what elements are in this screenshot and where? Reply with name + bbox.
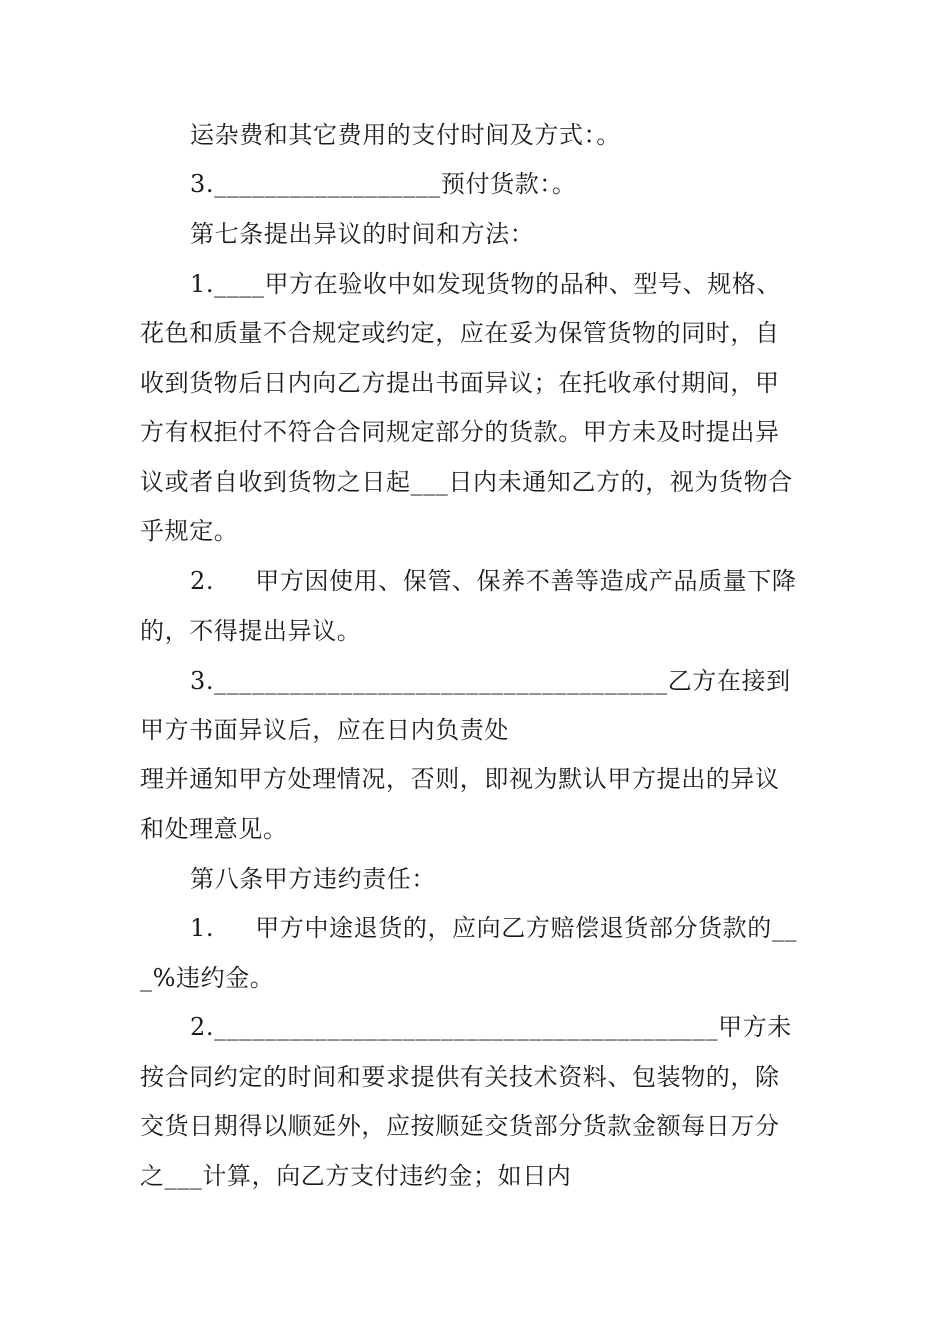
text-line: 1. 甲方中途退货的，应向乙方赔偿退货部分货款的__ — [190, 914, 798, 942]
text-line: 乎规定。 — [140, 517, 239, 545]
text-line: 1.____甲方在验收中如发现货物的品种、型号、规格、 — [190, 270, 782, 298]
text-line: 理并通知甲方处理情况，否则，即视为默认甲方提出的异议 — [140, 765, 780, 793]
text-line: 3.____________________________________乙方在接到 — [190, 667, 791, 695]
text-line: 2.________________________________________甲方未 — [190, 1013, 792, 1041]
section-heading: 第七条提出异议的时间和方法： — [190, 220, 535, 248]
text-line: _%违约金。 — [140, 964, 275, 992]
text-line: 收到货物后日内向乙方提出书面异议；在托收承付期间，甲 — [140, 369, 780, 397]
text-line: 议或者自收到货物之日起___日内未通知乙方的，视为货物合 — [140, 468, 793, 496]
text-line: 和处理意见。 — [140, 815, 288, 843]
text-line: 花色和质量不合规定或约定，应在妥为保管货物的同时，自 — [140, 319, 780, 347]
text-line: 的，不得提出异议。 — [140, 617, 362, 645]
text-line: 2. 甲方因使用、保管、保养不善等造成产品质量下降 — [190, 567, 797, 595]
text-line: 按合同约定的时间和要求提供有关技术资料、包装物的，除 — [140, 1063, 780, 1091]
text-line: 3.__________________预付货款：。 — [190, 170, 577, 198]
text-line: 运杂费和其它费用的支付时间及方式：。 — [190, 121, 621, 149]
text-line: 方有权拒付不符合合同规定部分的货款。甲方未及时提出异 — [140, 418, 780, 446]
section-heading: 第八条甲方违约责任： — [190, 865, 436, 893]
text-line: 交货日期得以顺延外，应按顺延交货部分货款金额每日万分 — [140, 1112, 780, 1140]
text-line: 之___计算，向乙方支付违约金；如日内 — [140, 1162, 572, 1190]
text-line: 甲方书面异议后，应在日内负责处 — [140, 716, 509, 744]
